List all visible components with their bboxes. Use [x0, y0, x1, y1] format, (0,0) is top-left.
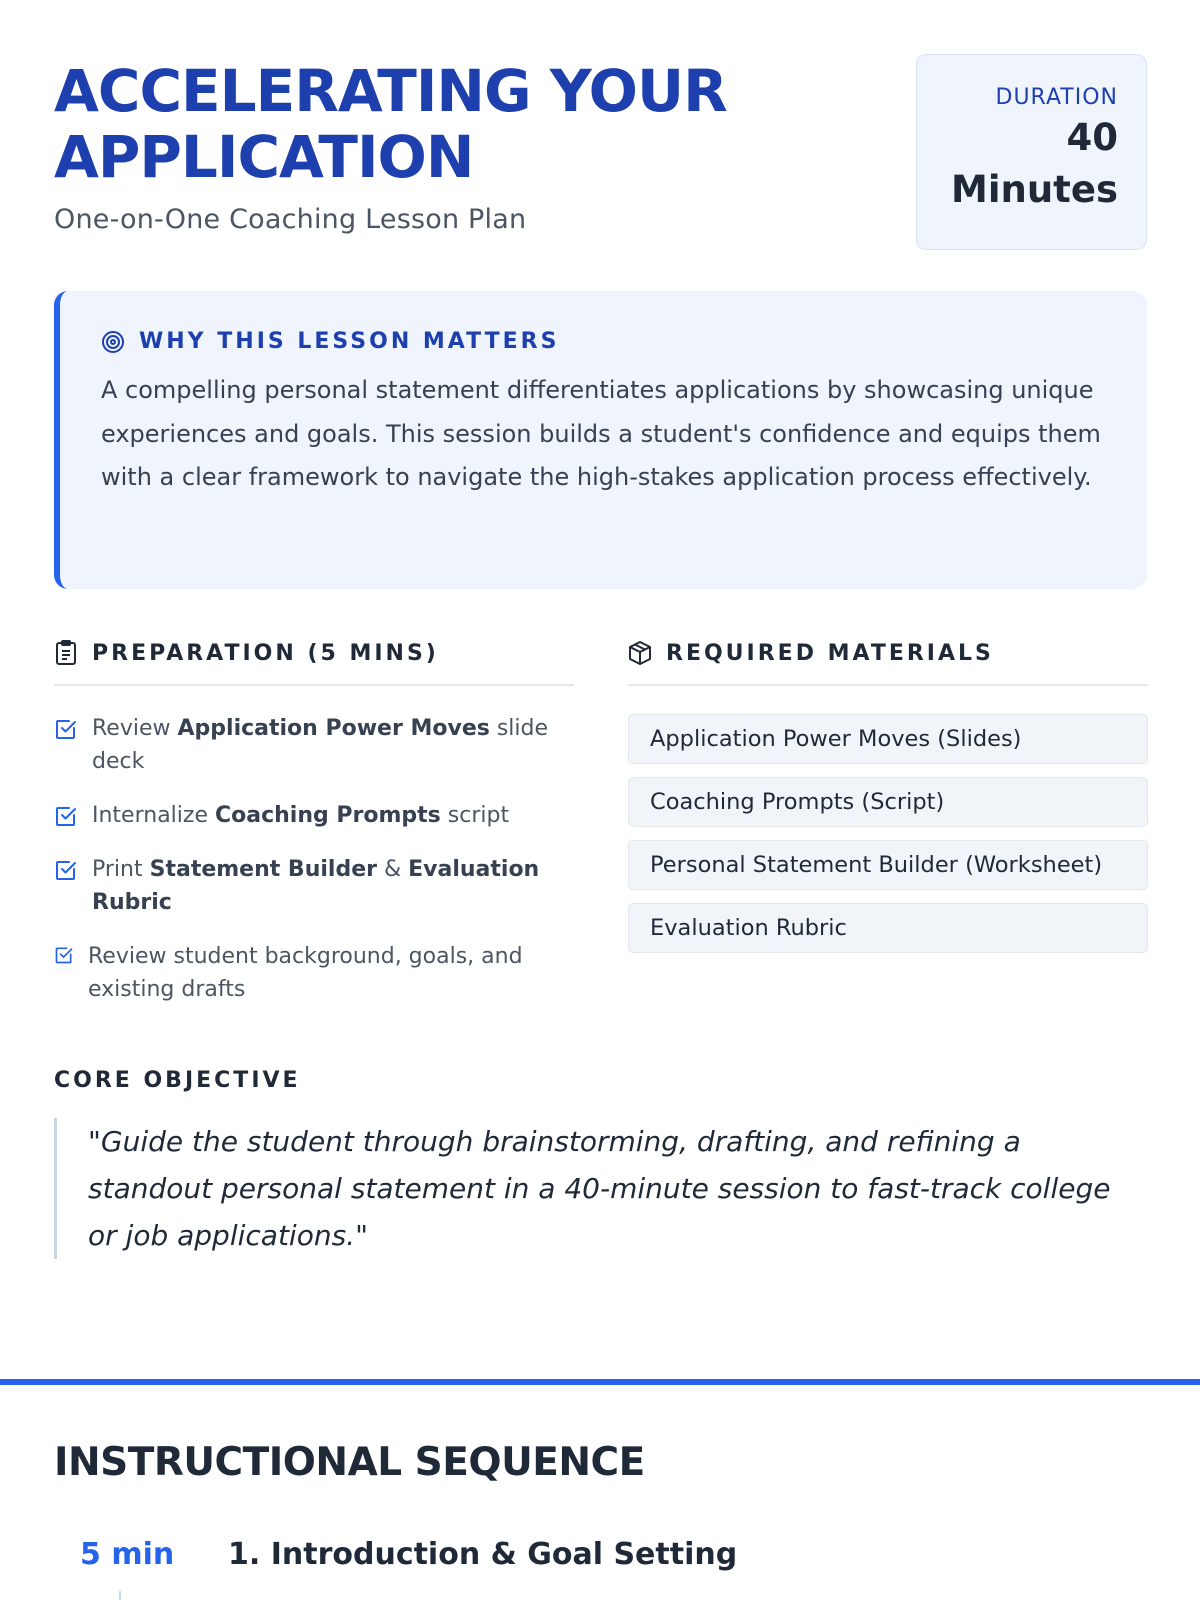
sequence-heading: INSTRUCTIONAL SEQUENCE [54, 1440, 645, 1485]
materials-section [628, 640, 1148, 966]
why-heading-text: WHY THIS LESSON MATTERS [139, 329, 560, 354]
prep-item-text: Review Application Power Moves slide deck [92, 716, 549, 774]
preparation-checklist [54, 712, 574, 1006]
preparation-heading-text: PREPARATION (5 MINS) [92, 640, 439, 666]
target-icon [101, 330, 125, 354]
why-lesson-matters-panel [54, 291, 1147, 589]
box-icon [628, 640, 652, 666]
step-time: 5 min [80, 1537, 175, 1572]
preparation-heading [54, 640, 574, 686]
clipboard-icon [54, 640, 78, 666]
duration-value: 40 Minutes [951, 116, 1118, 211]
prep-item-text: Print Statement Builder & Evaluation Rubric [92, 857, 540, 915]
duration-label: DURATION [995, 85, 1118, 110]
prep-item [54, 940, 574, 1006]
why-heading [101, 329, 1107, 354]
checkbox-checked-icon [54, 858, 78, 882]
section-divider [0, 1379, 1200, 1385]
prep-item [54, 712, 574, 778]
materials-list [628, 714, 1148, 953]
material-item: Evaluation Rubric [628, 903, 1148, 953]
page-subtitle: One-on-One Coaching Lesson Plan [54, 204, 527, 235]
prep-item-text: Internalize Coaching Prompts script [92, 803, 510, 828]
page-title: ACCELERATING YOUR APPLICATION [54, 57, 727, 191]
core-objective-quote: "Guide the student through brainstorming, drafting, and refining a standout personal statement in a 40-minute session to fast-track college or job applications." [54, 1118, 1147, 1259]
why-body-text: A compelling personal statement differentiates applications by showcasing unique experiences and goals. This session builds a student's confidence and equips them with a clear framework to navigate the high-stakes application process effectively. [101, 376, 1101, 491]
prep-item [54, 853, 574, 919]
core-objective-heading: CORE OBJECTIVE [54, 1068, 301, 1093]
material-item: Personal Statement Builder (Worksheet) [628, 840, 1148, 890]
checkbox-checked-icon [54, 804, 78, 828]
material-item: Application Power Moves (Slides) [628, 714, 1148, 764]
materials-heading-text: REQUIRED MATERIALS [666, 640, 994, 666]
timeline-connector [119, 1591, 121, 1600]
prep-item-text: Review student background, goals, and existing drafts [88, 944, 523, 1002]
materials-heading [628, 640, 1148, 686]
checkbox-checked-icon [54, 717, 78, 741]
step-title: 1. Introduction & Goal Setting [228, 1537, 738, 1572]
lesson-header [54, 58, 854, 235]
duration-card [916, 54, 1147, 250]
material-item: Coaching Prompts (Script) [628, 777, 1148, 827]
checkbox-checked-icon [54, 945, 74, 965]
prep-item [54, 799, 574, 832]
preparation-section [54, 640, 574, 1027]
